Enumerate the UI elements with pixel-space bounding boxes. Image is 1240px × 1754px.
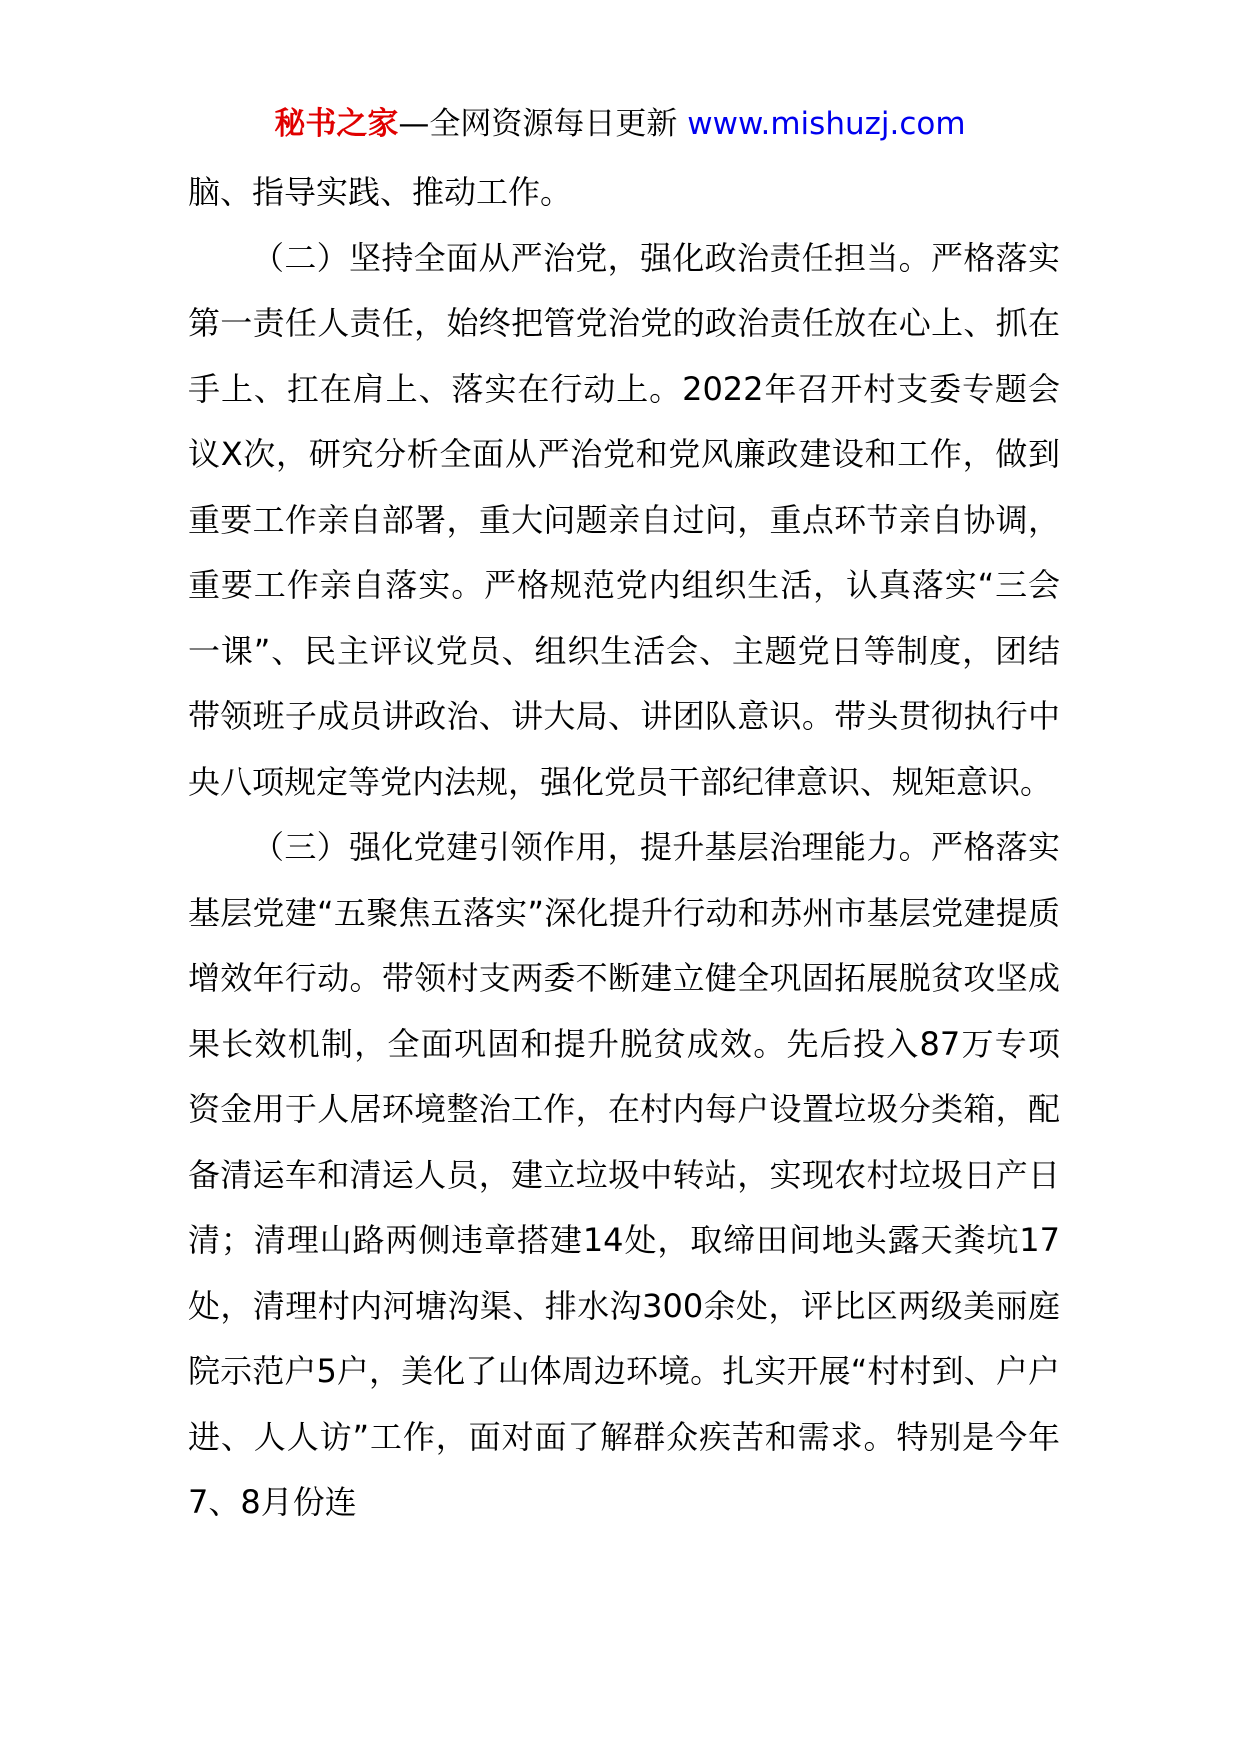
header-tagline: —全网资源每日更新 <box>398 106 688 142</box>
paragraph-continuation: 脑、指导实践、推动工作。 <box>188 173 573 211</box>
paragraph-section-3: （三）强化党建引领作用，提升基层治理能力。严格落实基层党建“五聚焦五落实”深化提升行动和苏州市基层党建提质增效年行动。带领村支两委不断建立健全巩固拓展脱贫攻坚成果长效机制，全面巩固和提升脱贫成效。先后投入87万专项资金用于人居环境整治工作，在村内每户设置垃圾分类箱，配备清运车和清运人员，建立垃圾中转站，实现农村垃圾日产日清；清理山路两侧违章搭建14处，取缔田间地头露天粪坑17处，清理村内河塘沟渠、排水沟300余处，评比区两级美丽庭院示范户5户，美化了山体周边环境。扎实开展“村村到、户户进、人人访”工作，面对面了解群众疾苦和需求。特别是今年7、8月份连 <box>188 828 1060 1521</box>
document-body <box>188 160 1060 1536</box>
site-watermark-header <box>0 102 1240 146</box>
paragraph-section-2: （二）坚持全面从严治党，强化政治责任担当。严格落实第一责任人责任，始终把管党治党的政治责任放在心上、抓在手上、扛在肩上、落实在行动上。2022年召开村支委专题会议X次，研究分析全面从严治党和党风廉政建设和工作，做到重要工作亲自部署，重大问题亲自过问，重点环节亲自协调，重要工作亲自落实。严格规范党内组织生活，认真落实“三会一课”、民主评议党员、组织生活会、主题党日等制度，团结带领班子成员讲政治、讲大局、讲团队意识。带头贯彻执行中央八项规定等党内法规，强化党员干部纪律意识、规矩意识。 <box>188 238 1060 801</box>
site-url-link[interactable]: www.mishuzj.com <box>687 106 966 142</box>
brand-name: 秘书之家 <box>274 106 399 142</box>
